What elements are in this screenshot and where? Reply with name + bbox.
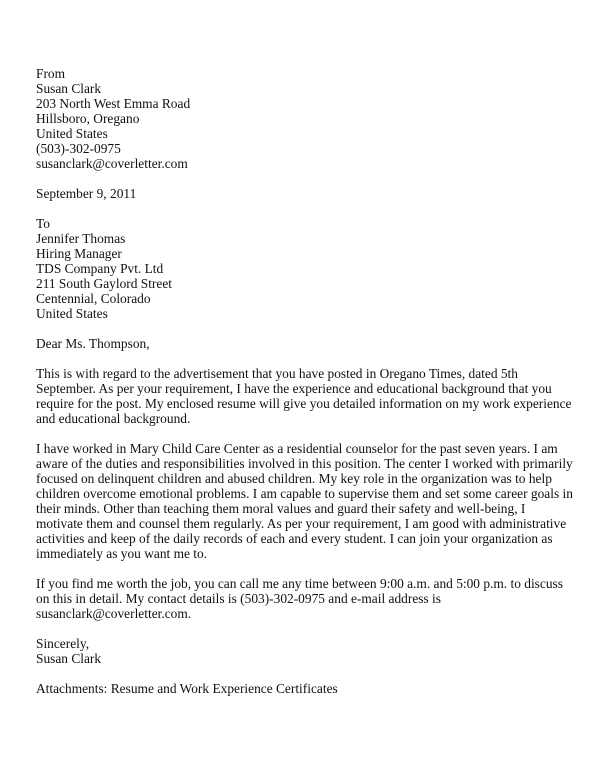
body-paragraph-1 xyxy=(36,366,576,426)
recipient-name: Jennifer Thomas xyxy=(36,231,126,246)
paragraph-line: activities and keep of the daily records of each and every student. I can join your organization as xyxy=(36,531,553,546)
paragraph-line: and educational background. xyxy=(36,411,191,426)
body-paragraph-3 xyxy=(36,576,576,621)
recipient-address xyxy=(36,216,576,321)
spacer xyxy=(36,201,576,216)
paragraph-line: immediately as you want me to. xyxy=(36,546,208,561)
cover-letter xyxy=(36,66,576,696)
valediction: Sincerely, xyxy=(36,636,90,651)
spacer xyxy=(36,321,576,336)
recipient-heading: To xyxy=(36,216,50,231)
sender-name: Susan Clark xyxy=(36,81,102,96)
sender-email: susanclark@coverletter.com xyxy=(36,156,188,171)
attachments-note: Attachments: Resume and Work Experience Certificates xyxy=(36,681,338,696)
sender-city: Hillsboro, Oregano xyxy=(36,111,140,126)
paragraph-line: focused on delinquent children and abused children. My key role in the organization was to help xyxy=(36,471,552,486)
closing xyxy=(36,636,576,666)
sender-address xyxy=(36,66,576,171)
paragraph-line: aware of the duties and responsibilities involved in this position. The center I worked with primarily xyxy=(36,456,573,471)
paragraph-line: I have worked in Mary Child Care Center as a residential counselor for the past seven years. I am xyxy=(36,441,558,456)
recipient-country: United States xyxy=(36,306,108,321)
paragraph-line: on this in detail. My contact details is (503)-302-0975 and e-mail address is xyxy=(36,591,441,606)
paragraph-line: susanclark@coverletter.com. xyxy=(36,606,192,621)
sender-phone: (503)-302-0975 xyxy=(36,141,121,156)
spacer xyxy=(36,426,576,441)
recipient-street: 211 South Gaylord Street xyxy=(36,276,172,291)
spacer xyxy=(36,666,576,681)
body-paragraph-2 xyxy=(36,441,576,561)
sender-heading: From xyxy=(36,66,66,81)
recipient-title: Hiring Manager xyxy=(36,246,122,261)
recipient-city: Centennial, Colorado xyxy=(36,291,151,306)
sender-street: 203 North West Emma Road xyxy=(36,96,191,111)
paragraph-line: their minds. Other than teaching them moral values and guard their safety and well-being, I xyxy=(36,501,526,516)
spacer xyxy=(36,171,576,186)
spacer xyxy=(36,351,576,366)
paragraph-line: This is with regard to the advertisement that you have posted in Oregano Times, dated 5th xyxy=(36,366,518,381)
paragraph-line: If you find me worth the job, you can call me any time between 9:00 a.m. and 5:00 p.m. to discuss xyxy=(36,576,563,591)
paragraph-line: children overcome emotional problems. I am capable to supervise them and set some career goals in xyxy=(36,486,573,501)
paragraph-line: September. As per your requirement, I have the experience and educational background that you xyxy=(36,381,552,396)
signature-name: Susan Clark xyxy=(36,651,102,666)
letter-date: September 9, 2011 xyxy=(36,186,137,201)
spacer xyxy=(36,621,576,636)
recipient-company: TDS Company Pvt. Ltd xyxy=(36,261,164,276)
paragraph-line: motivate them and counsel them regularly. As per your requirement, I am good with administrative xyxy=(36,516,567,531)
spacer xyxy=(36,561,576,576)
sender-country: United States xyxy=(36,126,108,141)
paragraph-line: require for the post. My enclosed resume will give you detailed information on my work experience xyxy=(36,396,572,411)
salutation: Dear Ms. Thompson, xyxy=(36,336,150,351)
